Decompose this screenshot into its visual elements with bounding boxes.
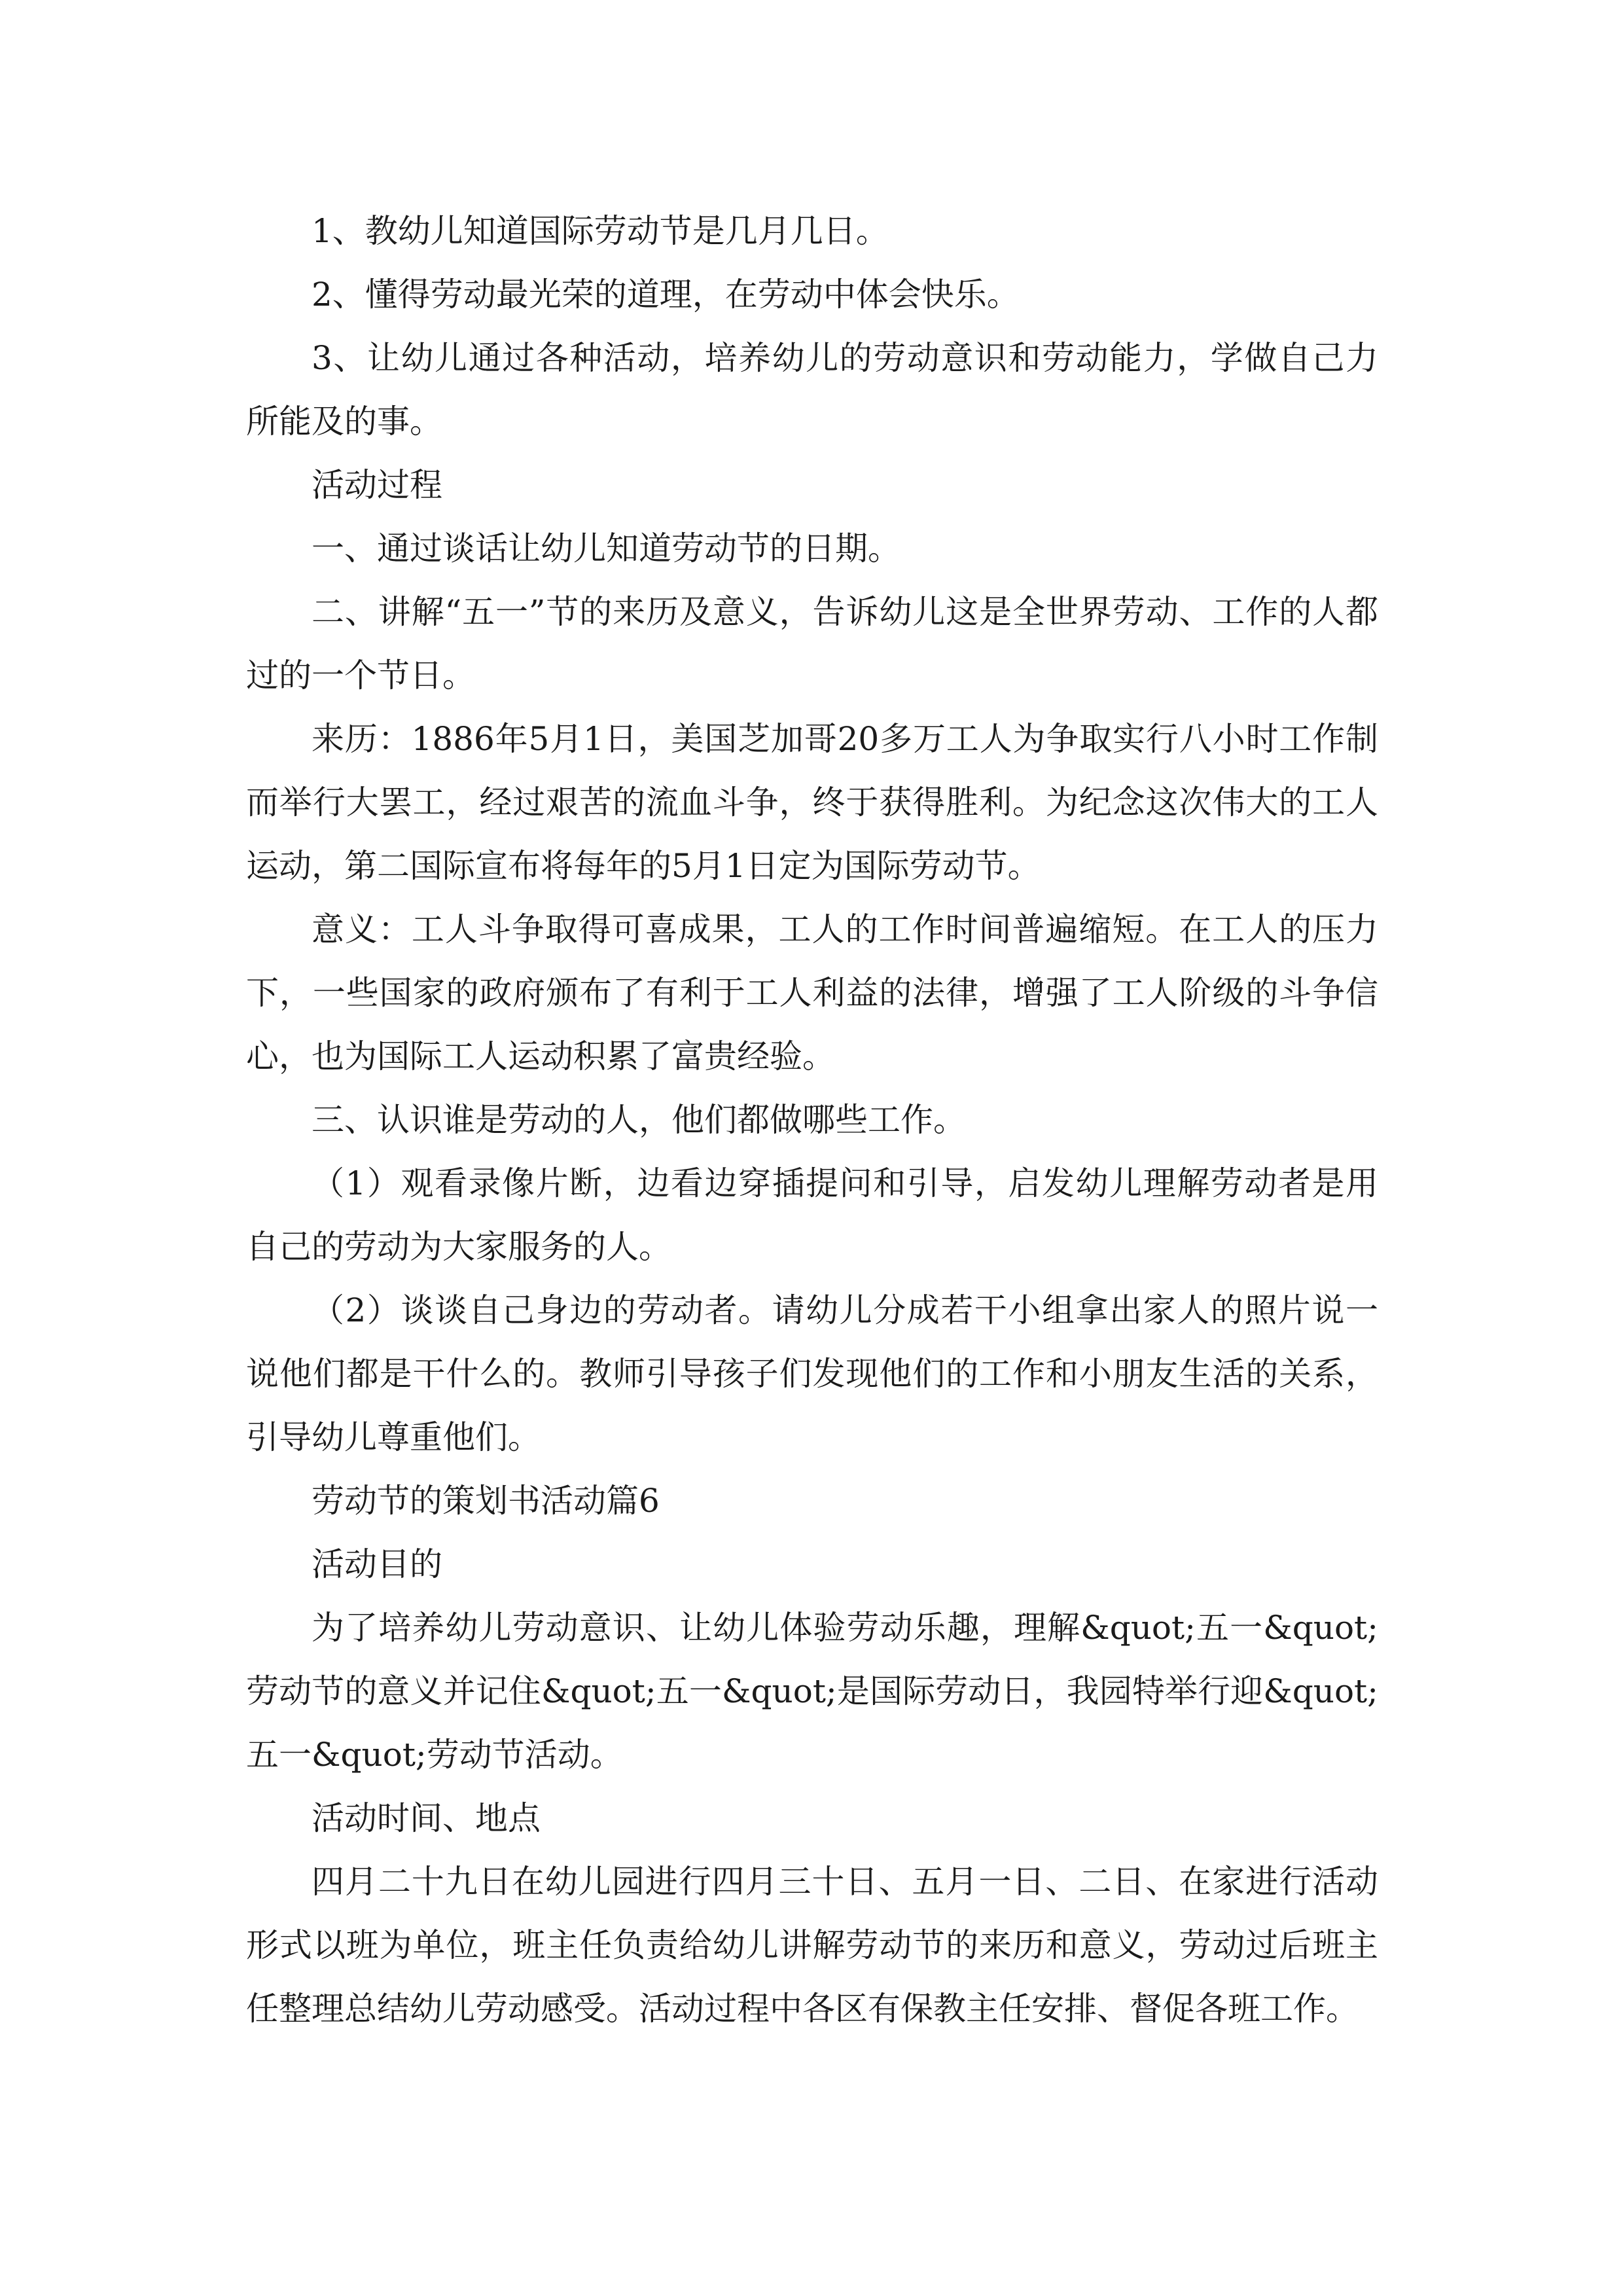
section-heading-purpose: 活动目的	[312, 1545, 442, 1583]
process-step-2: 二、讲解“五一”节的来历及意义，告诉幼儿这是全世界劳动、工作的人都过的一个节日。	[246, 593, 1378, 694]
document-body	[246, 200, 1378, 2041]
sub-step-2: （2）谈谈自己身边的劳动者。请幼儿分成若干小组拿出家人的照片说一说他们都是干什么的。教师引导孩子们发现他们的工作和小朋友生活的关系，引导幼儿尊重他们。	[246, 1291, 1378, 1456]
meaning-paragraph: 意义：工人斗争取得可喜成果，工人的工作时间普遍缩短。在工人的压力下，一些国家的政府颁布了有利于工人利益的法律，增强了工人阶级的斗争信心，也为国际工人运动积累了富贵经验。	[246, 910, 1378, 1075]
purpose-paragraph: 为了培养幼儿劳动意识、让幼儿体验劳动乐趣，理解&quot;五一&quot;劳动节的意义并记住&quot;五一&quot;是国际劳动日，我园特举行迎&quot;五一&quot;劳动节活动。	[246, 1609, 1378, 1774]
goal-item-1: 1、教幼儿知道国际劳动节是几月几日。	[312, 212, 889, 250]
process-step-3: 三、认识谁是劳动的人，他们都做哪些工作。	[312, 1101, 966, 1139]
section-heading-time-place: 活动时间、地点	[312, 1799, 541, 1837]
history-paragraph: 来历：1886年5月1日，美国芝加哥20多万工人为争取实行八小时工作制而举行大罢工，经过艰苦的流血斗争，终于获得胜利。为纪念这次伟大的工人运动，第二国际宣布将每年的5月1日定为国际劳动节。	[246, 720, 1378, 885]
section-heading-process: 活动过程	[312, 466, 442, 504]
section-title-part-6: 劳动节的策划书活动篇6	[312, 1482, 660, 1520]
goal-item-2: 2、懂得劳动最光荣的道理，在劳动中体会快乐。	[312, 276, 1020, 314]
sub-step-1: （1）观看录像片断，边看边穿插提问和引导，启发幼儿理解劳动者是用自己的劳动为大家服务的人。	[246, 1164, 1378, 1266]
time-place-paragraph: 四月二十九日在幼儿园进行四月三十日、五月一日、二日、在家进行活动形式以班为单位，班主任负责给幼儿讲解劳动节的来历和意义，劳动过后班主任整理总结幼儿劳动感受。活动过程中各区有保教主任安排、督促各班工作。	[246, 1863, 1378, 2028]
goal-item-3: 3、让幼儿通过各种活动，培养幼儿的劳动意识和劳动能力，学做自己力所能及的事。	[246, 339, 1378, 440]
process-step-1: 一、通过谈话让幼儿知道劳动节的日期。	[312, 529, 901, 567]
